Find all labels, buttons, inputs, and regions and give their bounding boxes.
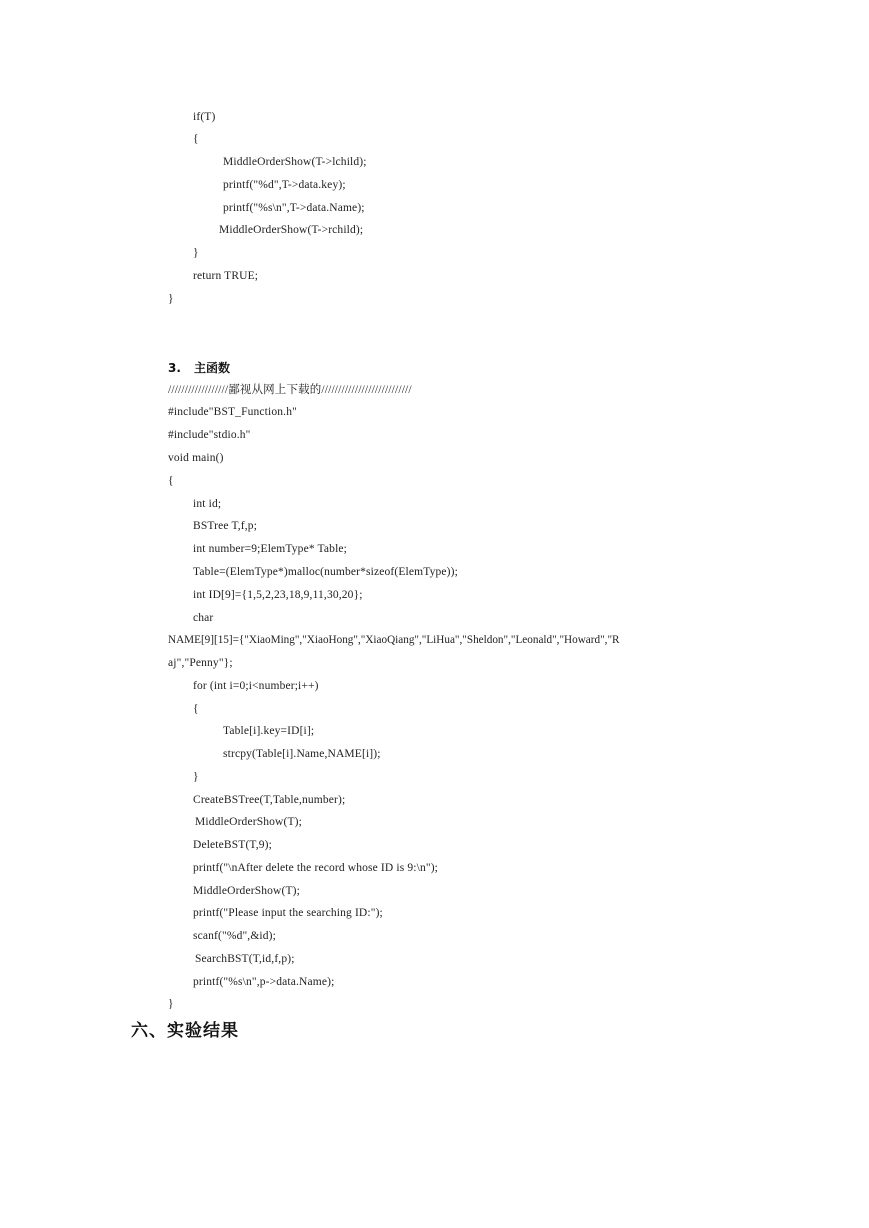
code-line: strcpy(Table[i].Name,NAME[i]); [223,748,381,760]
code-line: MiddleOrderShow(T); [193,885,300,897]
code-line: //////////////////鄙视从网上下载的/////////////////////////// [168,384,412,396]
code-line: } [168,998,174,1010]
code-line: MiddleOrderShow(T->rchild); [219,224,364,236]
code-line: SearchBST(T,id,f,p); [195,953,295,965]
code-line: scanf("%d",&id); [193,930,277,942]
code-line: int id; [193,498,222,510]
code-line: } [193,247,199,259]
code-line: } [168,293,174,305]
code-line: Table=(ElemType*)malloc(number*sizeof(ElemType)); [193,566,458,578]
code-line: } [193,771,199,783]
code-line: printf("%s\n",T->data.Name); [223,202,365,214]
code-line: CreateBSTree(T,Table,number); [193,794,346,806]
subsection-number: 3. [168,361,181,375]
code-line: if(T) [193,111,216,123]
code-line: DeleteBST(T,9); [193,839,272,851]
code-line: { [193,703,199,715]
code-line: printf("%d",T->data.key); [223,179,346,191]
code-line: char [193,612,214,624]
code-line: { [168,475,174,487]
code-line: NAME[9][15]={"XiaoMing","XiaoHong","XiaoQiang","LiHua","Sheldon","Leonald","Howard","R [168,634,620,646]
code-line: #include"stdio.h" [168,429,251,441]
code-line: MiddleOrderShow(T); [195,816,302,828]
code-line: printf("%s\n",p->data.Name); [193,976,335,988]
code-line: return TRUE; [193,270,259,282]
code-line: for (int i=0;i<number;i++) [193,680,319,692]
code-line: MiddleOrderShow(T->lchild); [223,156,367,168]
code-line: printf("\nAfter delete the record whose ID is 9:\n"); [193,862,439,874]
code-line: int number=9;ElemType* Table; [193,543,348,555]
code-line: int ID[9]={1,5,2,23,18,9,11,30,20}; [193,589,363,601]
code-line: BSTree T,f,p; [193,520,258,532]
code-line: { [193,133,199,145]
code-line: void main() [168,452,224,464]
subsection-heading [168,359,230,376]
code-line: printf("Please input the searching ID:"); [193,907,383,919]
code-line: #include"BST_Function.h" [168,406,297,418]
section-heading: 六、实验结果 [131,1021,239,1041]
code-line: Table[i].key=ID[i]; [223,725,315,737]
code-line: aj","Penny"}; [168,657,233,669]
subsection-title: 主函数 [194,361,231,375]
